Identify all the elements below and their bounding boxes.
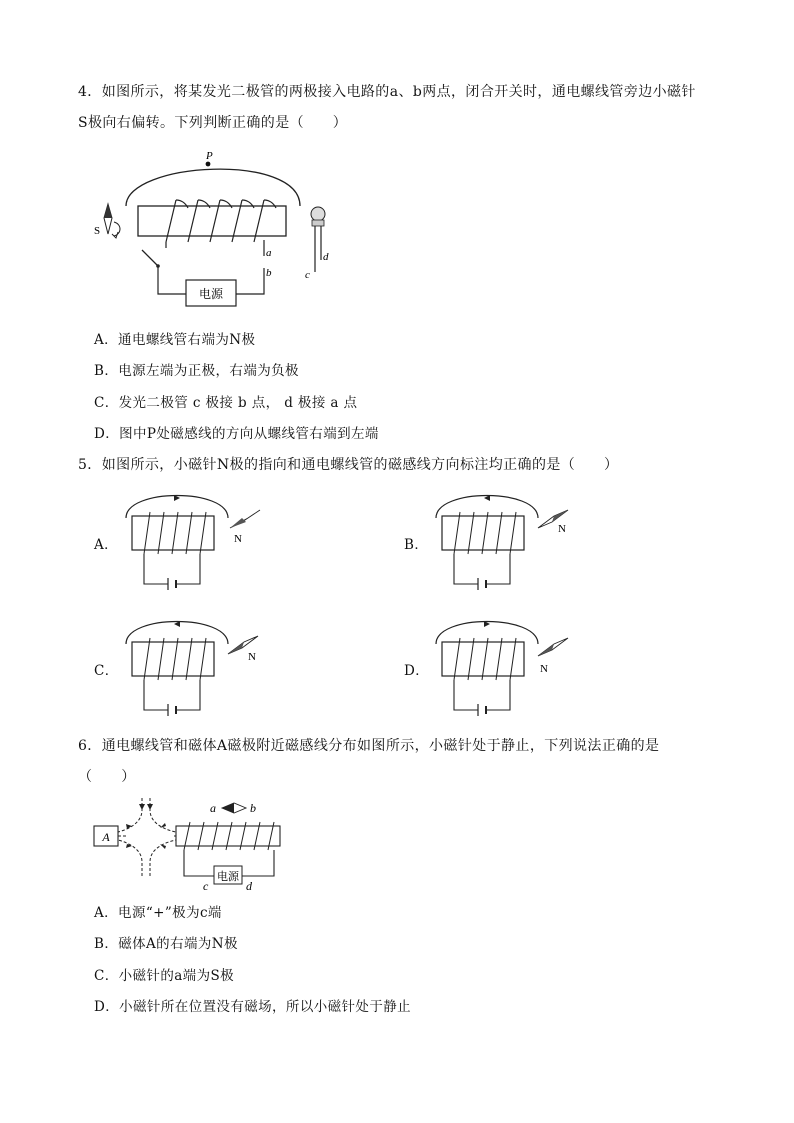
- q6-label-magnet-a: A: [102, 830, 110, 844]
- q6-stem-line2: （ ）: [78, 769, 136, 785]
- q5-choice-d[interactable]: D．: [404, 663, 430, 679]
- q5-needle-label-c: N: [248, 651, 256, 663]
- q4-figure: [90, 148, 350, 310]
- q5-needle-label-d: N: [540, 663, 548, 675]
- q4-label-d: d: [323, 251, 329, 263]
- q4-stem-line1: 4．如图所示，将某发光二极管的两极接入电路的a、b两点，闭合开关时，通电螺线管旁边小磁针: [78, 84, 696, 100]
- q5-figure-d: [428, 614, 578, 718]
- q5-stem: 5．如图所示，小磁针N极的指向和通电螺线管的磁感线方向标注均正确的是（ ）: [78, 457, 619, 473]
- q4-option-b[interactable]: B．电源左端为正极，右端为负极: [94, 363, 299, 379]
- q4-label-a: a: [266, 247, 272, 259]
- q5-needle-label-b: N: [558, 523, 566, 535]
- q5-figure-b: [428, 488, 578, 592]
- q4-option-d[interactable]: D．图中P处磁感线的方向从螺线管右端到左端: [94, 426, 379, 442]
- q4-label-p: P: [206, 150, 213, 162]
- q4-label-b: b: [266, 267, 272, 279]
- q5-choice-b[interactable]: B．: [404, 537, 429, 553]
- q6-stem-line1: 6．通电螺线管和磁体A磁极附近磁感线分布如图所示，小磁针处于静止，下列说法正确的是: [78, 738, 660, 754]
- q6-option-c[interactable]: C．小磁针的a端为S极: [94, 968, 235, 984]
- q4-stem-line2: S极向右偏转。下列判断正确的是（ ）: [78, 115, 348, 131]
- q6-power-label: 电源: [217, 871, 239, 883]
- q5-choice-c[interactable]: C．: [94, 663, 119, 679]
- q4-option-a[interactable]: A．通电螺线管右端为N极: [94, 332, 256, 348]
- q5-figure-c: [118, 614, 268, 718]
- q5-choice-a[interactable]: A．: [94, 537, 119, 553]
- q6-label-c: c: [203, 879, 209, 893]
- q4-power-label: 电源: [198, 287, 224, 301]
- q6-label-needle-a: a: [210, 801, 216, 815]
- q6-option-a[interactable]: A．电源“+”极为c端: [94, 905, 222, 921]
- q5-figure-a: [118, 488, 268, 592]
- q6-label-needle-b: b: [250, 801, 256, 815]
- q6-label-d: d: [246, 879, 252, 893]
- q4-label-c: c: [305, 269, 310, 281]
- q6-option-d[interactable]: D．小磁针所在位置没有磁场，所以小磁针处于静止: [94, 999, 412, 1015]
- q4-label-s: S: [94, 225, 101, 237]
- q6-figure: [90, 794, 290, 894]
- q6-option-b[interactable]: B．磁体A的右端为N极: [94, 936, 238, 952]
- q4-option-c[interactable]: C．发光二极管 c 极接 b 点， d 极接 a 点: [94, 395, 358, 411]
- q5-needle-label-a: N: [234, 533, 242, 545]
